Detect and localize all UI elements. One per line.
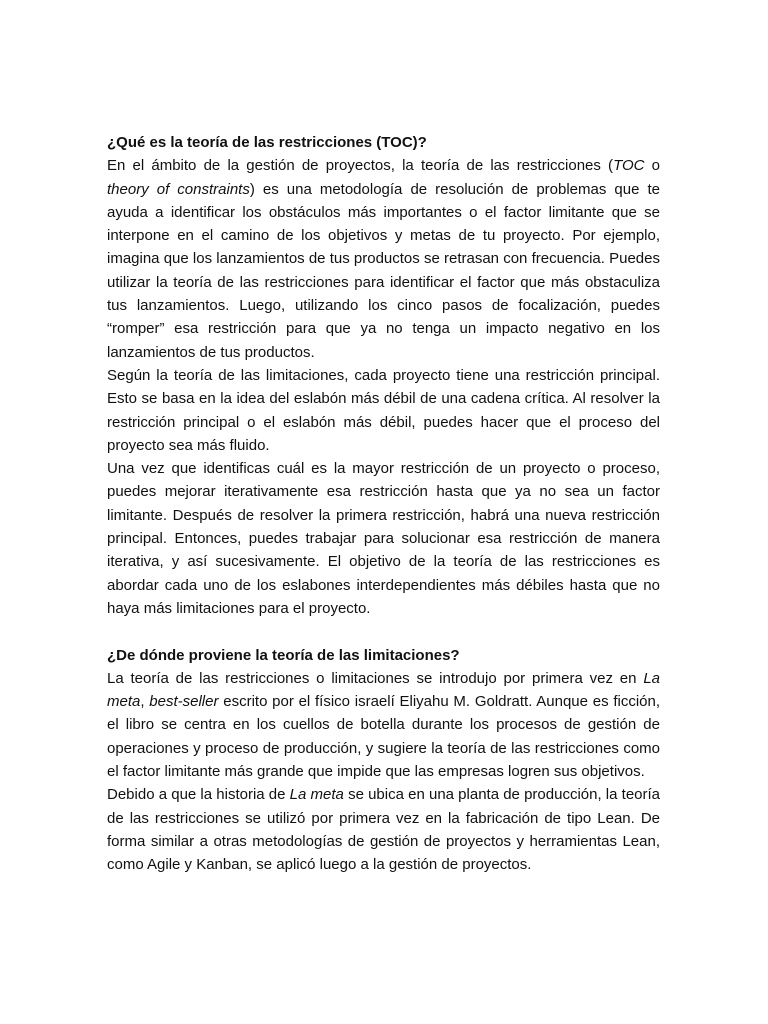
- text-run: se ubica en una planta de producción, la teoría de las restricciones se utilizó por primera vez en la fabricación de tipo Lean. De forma similar a otras metodologías de gestión de proyectos y herramientas Lean, como Agile y Kanban, se aplicó luego a la gestión de proyectos.: [107, 786, 661, 874]
- text-run: o: [644, 157, 660, 175]
- paragraph-iterative-improvement: Una vez que identificas cuál es la mayor restricción de un proyecto o proceso, puedes mejorar iterativamente esa restricción hasta que ya no sea un factor limitante. Después de resolver la primera restricción, habrá una nueva restricción principal. Entonces, puedes trabajar para solucionar esa restricción de manera iterativa, y así sucesivamente. El objetivo de la teoría de las restricciones es abordar cada uno de los eslabones interdependientes más débiles hasta que no haya más limitaciones para el proyecto.: [107, 460, 660, 617]
- italic-term-toc: TOC: [613, 157, 645, 175]
- italic-book-title: La meta: [107, 669, 660, 711]
- paragraph-spacer: [107, 620, 660, 643]
- text-run: ,: [140, 693, 150, 711]
- italic-term-bestseller: best-seller: [149, 693, 219, 711]
- section-heading-origin: ¿De dónde proviene la teoría de las limitaciones?: [107, 646, 460, 664]
- paragraph-lean-application: [107, 783, 660, 876]
- text-run: ) es una metodología de resolución de problemas que te ayuda a identificar los obstáculos más importantes o el factor limitante que se interpone en el camino de los objetivos y metas de tu proyecto. Por ejemplo, imagina que los lanzamientos de tus productos se retrasan con frecuencia. Puedes utilizar la teoría de las restricciones para identificar el factor que más obstaculiza tus lanzamientos. Luego, utilizando los cinco pasos de focalización, puedes “romper” esa restricción para que ya no tenga un impacto negativo en los lanzamientos de tus productos.: [107, 180, 660, 361]
- text-run: En el ámbito de la gestión de proyectos, la teoría de las restricciones (: [107, 157, 614, 175]
- italic-term-theory-of-constraints: theory of constraints: [107, 180, 250, 198]
- text-run: escrito por el físico israelí Eliyahu M. Goldratt. Aunque es ficción, el libro se centra en los cuellos de botella durante los procesos de gestión de operaciones y proceso de producción, y sugiere la teoría de las restricciones como el factor limitante más grande que impide que las empresas logren sus objetivos.: [107, 693, 660, 781]
- paragraph-main-constraint: Según la teoría de las limitaciones, cada proyecto tiene una restricción principal. Esto se basa en la idea del eslabón más débil de una cadena crítica. Al resolver la restricción principal o el eslabón más débil, puedes hacer que el proceso del proyecto sea más fluido.: [107, 366, 660, 454]
- section-heading-toc: ¿Qué es la teoría de las restricciones (TOC)?: [107, 134, 427, 151]
- italic-book-title: La meta: [289, 786, 344, 804]
- paragraph-toc-definition: [107, 154, 660, 364]
- text-run: La teoría de las restricciones o limitaciones se introdujo por primera vez en: [107, 669, 644, 687]
- document-page: [107, 131, 660, 877]
- paragraph-origin-goldratt: [107, 667, 660, 783]
- text-run: Debido a que la historia de: [107, 786, 290, 804]
